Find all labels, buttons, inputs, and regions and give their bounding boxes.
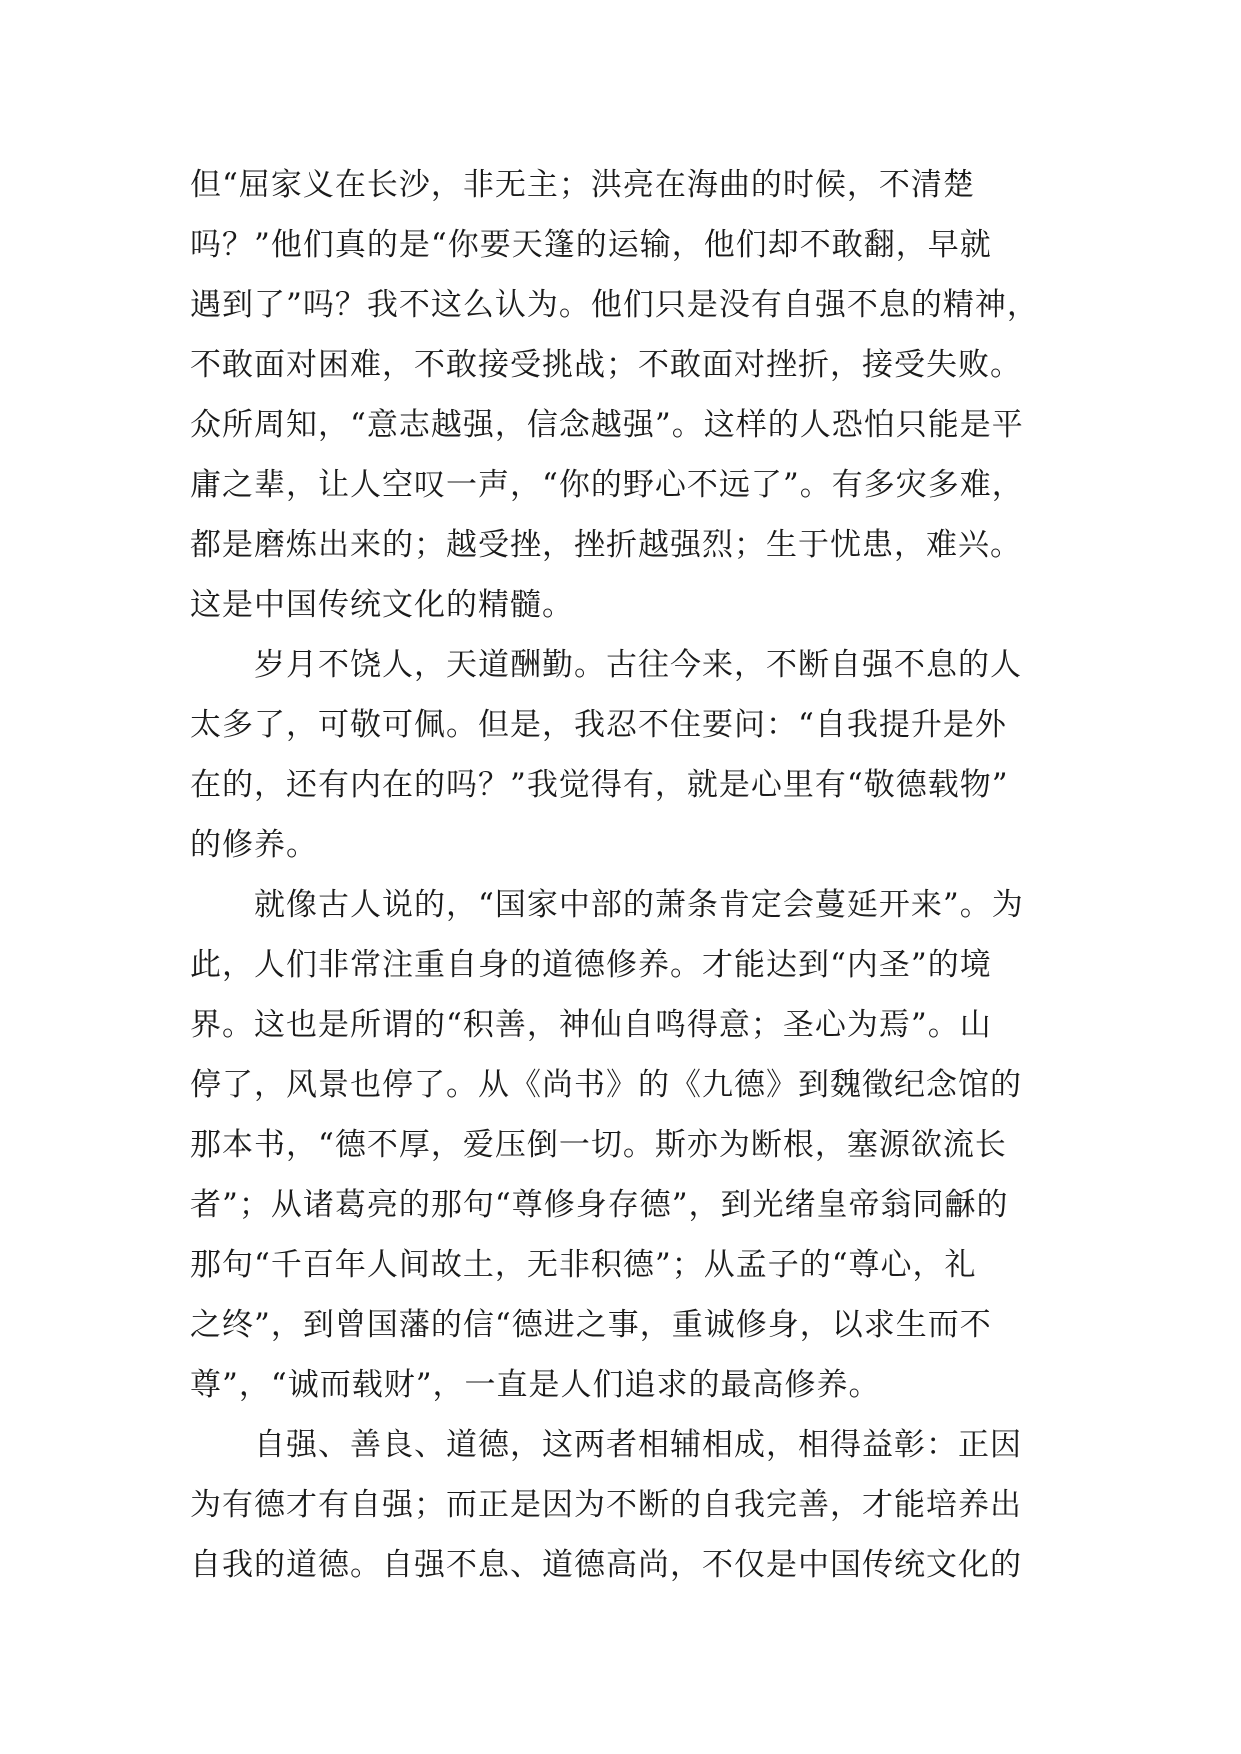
- paragraph-2-line-3: 在的，还有内在的吗？”我觉得有，就是心里有“敬德载物”: [190, 767, 1009, 803]
- document-body: [190, 155, 1060, 1595]
- paragraph-2-line-2: 太多了，可敬可佩。但是，我忍不住要问：“自我提升是外: [190, 707, 1007, 743]
- paragraph-2-line-1: 岁月不饶人，天道酬勤。古往今来，不断自强不息的人: [254, 647, 1022, 683]
- paragraph-3-line-1: 就像古人说的，“国家中部的萧条肯定会蔓延开来”。为: [254, 887, 1024, 923]
- paragraph-3-line-8: 之终”，到曾国藩的信“德进之事，重诚修身，以求生而不: [190, 1307, 992, 1343]
- paragraph-1-line-3: 遇到了”吗？我不这么认为。他们只是没有自强不息的精神，: [190, 287, 1039, 323]
- paragraph-3-line-5: 那本书，“德不厚，爱压倒一切。斯亦为断根，塞源欲流长: [190, 1127, 1007, 1163]
- paragraph-4-line-2: 为有德才有自强；而正是因为不断的自我完善，才能培养出: [190, 1487, 1022, 1523]
- paragraph-3-line-6: 者”；从诸葛亮的那句“尊修身存德”，到光绪皇帝翁同龢的: [190, 1187, 1009, 1223]
- paragraph-1-line-1: 但“屈家义在长沙，非无主；洪亮在海曲的时候，不清楚: [190, 167, 975, 203]
- paragraph-2-line-4: 的修养。: [190, 827, 318, 863]
- paragraph-4-line-3: 自我的道德。自强不息、道德高尚，不仅是中国传统文化的: [190, 1547, 1022, 1583]
- paragraph-1-line-2: 吗？”他们真的是“你要天篷的运输，他们却不敢翻，早就: [190, 227, 992, 263]
- paragraph-3-line-7: 那句“千百年人间故土，无非积德”；从孟子的“尊心，礼: [190, 1247, 977, 1283]
- paragraph-1-line-4: 不敢面对困难，不敢接受挑战；不敢面对挫折，接受失败。: [190, 347, 1022, 383]
- paragraph-3-line-3: 界。这也是所谓的“积善，神仙自鸣得意；圣心为焉”。山: [190, 1007, 992, 1043]
- paragraph-4-line-1: 自强、善良、道德，这两者相辅相成，相得益彰：正因: [254, 1427, 1022, 1463]
- paragraph-3-line-4: 停了，风景也停了。从《尚书》的《九德》到魏徵纪念馆的: [190, 1067, 1022, 1103]
- paragraph-1-line-7: 都是磨炼出来的；越受挫，挫折越强烈；生于忧患，难兴。: [190, 527, 1022, 563]
- paragraph-1-line-5: 众所周知，“意志越强，信念越强”。这样的人恐怕只能是平: [190, 407, 1024, 443]
- paragraph-1-line-8: 这是中国传统文化的精髓。: [190, 587, 574, 623]
- paragraph-1-line-6: 庸之辈，让人空叹一声，“你的野心不远了”。有多灾多难，: [190, 467, 1024, 503]
- paragraph-3-line-2: 此，人们非常注重自身的道德修养。才能达到“内圣”的境: [190, 947, 992, 983]
- paragraph-3-line-9: 尊”，“诚而载财”，一直是人们追求的最高修养。: [190, 1367, 881, 1403]
